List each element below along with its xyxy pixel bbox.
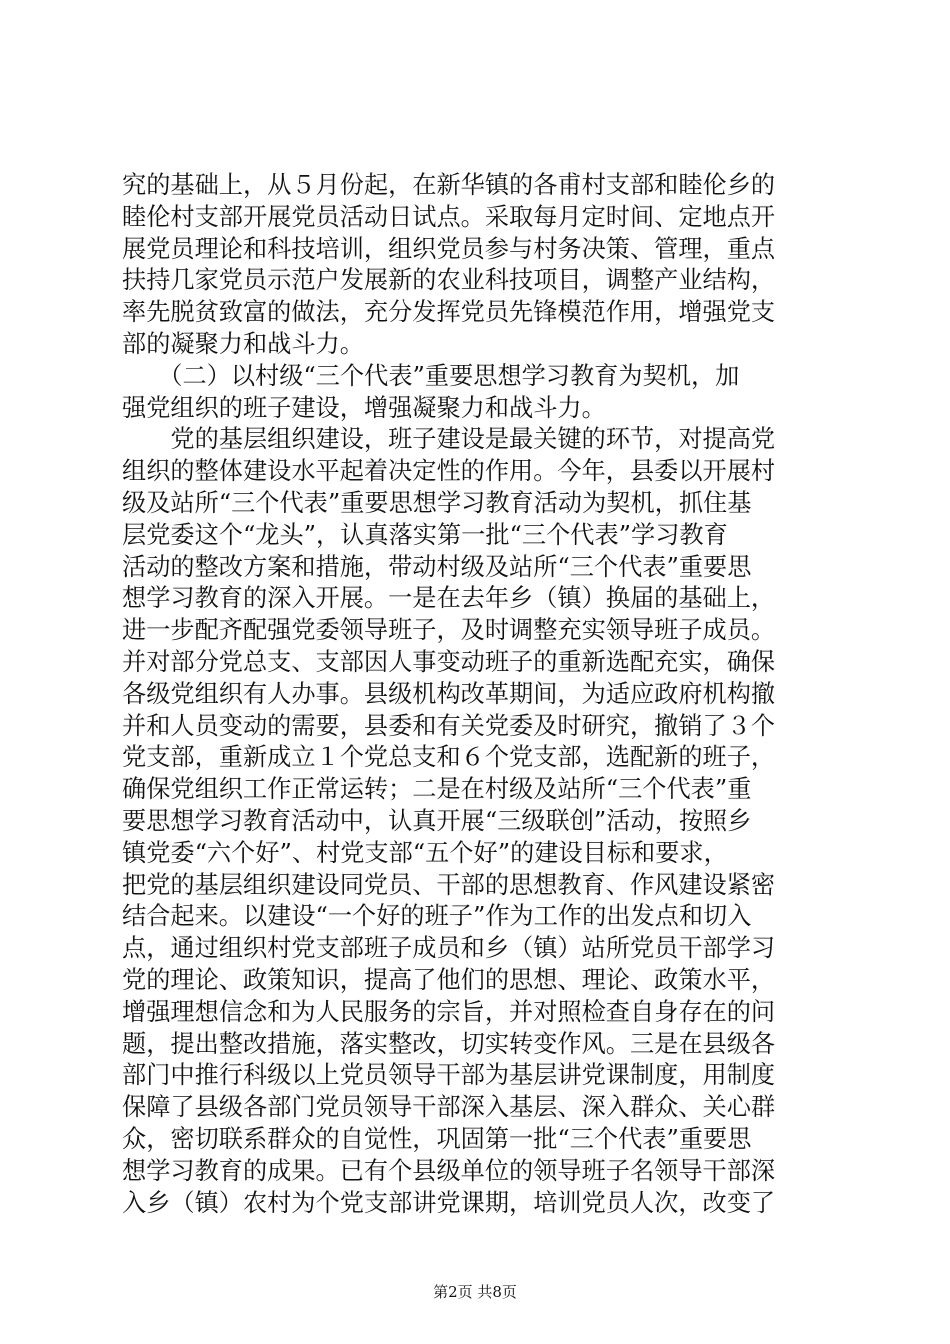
text-line: 强党组织的班子建设，增强凝聚力和战斗力。 (122, 393, 606, 422)
body-text (122, 170, 830, 1219)
text-line: 确保党组织工作正常运转；二是在村级及站所“三个代表”重 (122, 775, 752, 804)
text-line: 众，密切联系群众的自觉性，巩固第一批“三个代表”重要思 (122, 1124, 752, 1153)
text-line: 想学习教育的成果。已有个县级单位的领导班子名领导干部深 (122, 1156, 776, 1185)
text-line: 党的理论、政策知识，提高了他们的思想、理论、政策水平， (122, 965, 776, 994)
text-line: 点，通过组织村党支部班子成员和乡（镇）站所党员干部学习 (122, 934, 776, 963)
text-line: 党的基层组织建设，班子建设是最关键的环节，对提高党 (122, 425, 776, 454)
text-line: 率先脱贫致富的做法，充分发挥党员先锋模范作用，增强党支 (122, 298, 776, 327)
text-line: 扶持几家党员示范户发展新的农业科技项目，调整产业结构， (122, 266, 776, 295)
text-line: 级及站所“三个代表”重要思想学习教育活动为契机，抓住基 (122, 488, 752, 517)
text-line: 入乡（镇）农村为个党支部讲党课期，培训党员人次，改变了 (122, 1188, 776, 1217)
text-line: 部的凝聚力和战斗力。 (122, 329, 364, 358)
text-line: 睦伦村支部开展党员活动日试点。采取每月定时间、定地点开 (122, 202, 776, 231)
text-line: 各级党组织有人办事。县级机构改革期间，为适应政府机构撤 (122, 679, 776, 708)
text-line: 镇党委“六个好”、村党支部“五个好”的建设目标和要求， (122, 838, 728, 867)
text-line: 党支部，重新成立１个党总支和６个党支部，选配新的班子， (122, 743, 776, 772)
text-line: 想学习教育的深入开展。一是在去年乡（镇）换届的基础上， (122, 584, 776, 613)
text-line: 进一步配齐配强党委领导班子，及时调整充实领导班子成员。 (122, 616, 776, 645)
page-footer: 第2页 共8页 (433, 1283, 517, 1301)
text-line: 并对部分党总支、支部因人事变动班子的重新选配充实，确保 (122, 647, 776, 676)
text-line: 保障了县级各部门党员领导干部深入基层、深入群众、关心群 (122, 1093, 776, 1122)
text-line: 增强理想信念和为人民服务的宗旨，并对照检查自身存在的问 (122, 997, 776, 1026)
text-line: 究的基础上，从５月份起，在新华镇的各甫村支部和睦伦乡的 (122, 171, 776, 199)
text-line: 题，提出整改措施，落实整改，切实转变作风。三是在县级各 (122, 1029, 776, 1058)
text-line: 活动的整改方案和措施，带动村级及站所“三个代表”重要思 (122, 552, 752, 581)
text-line: 把党的基层组织建设同党员、干部的思想教育、作风建设紧密 (122, 870, 776, 899)
text-line: 组织的整体建设水平起着决定性的作用。今年，县委以开展村 (122, 457, 776, 486)
text-line: （二）以村级“三个代表”重要思想学习教育为契机，加 (122, 361, 740, 390)
text-line: 要思想学习教育活动中，认真开展“三级联创”活动，按照乡 (122, 806, 752, 835)
text-line: 部门中推行科级以上党员领导干部为基层讲党课制度，用制度 (122, 1061, 776, 1090)
text-line: 并和人员变动的需要，县委和有关党委及时研究，撤销了３个 (122, 711, 776, 740)
text-line: 结合起来。以建设“一个好的班子”作为工作的出发点和切入 (122, 902, 752, 931)
text-line: 层党委这个“龙头”，认真落实第一批“三个代表”学习教育 (122, 520, 728, 549)
text-line: 展党员理论和科技培训，组织党员参与村务决策、管理，重点 (122, 234, 776, 263)
